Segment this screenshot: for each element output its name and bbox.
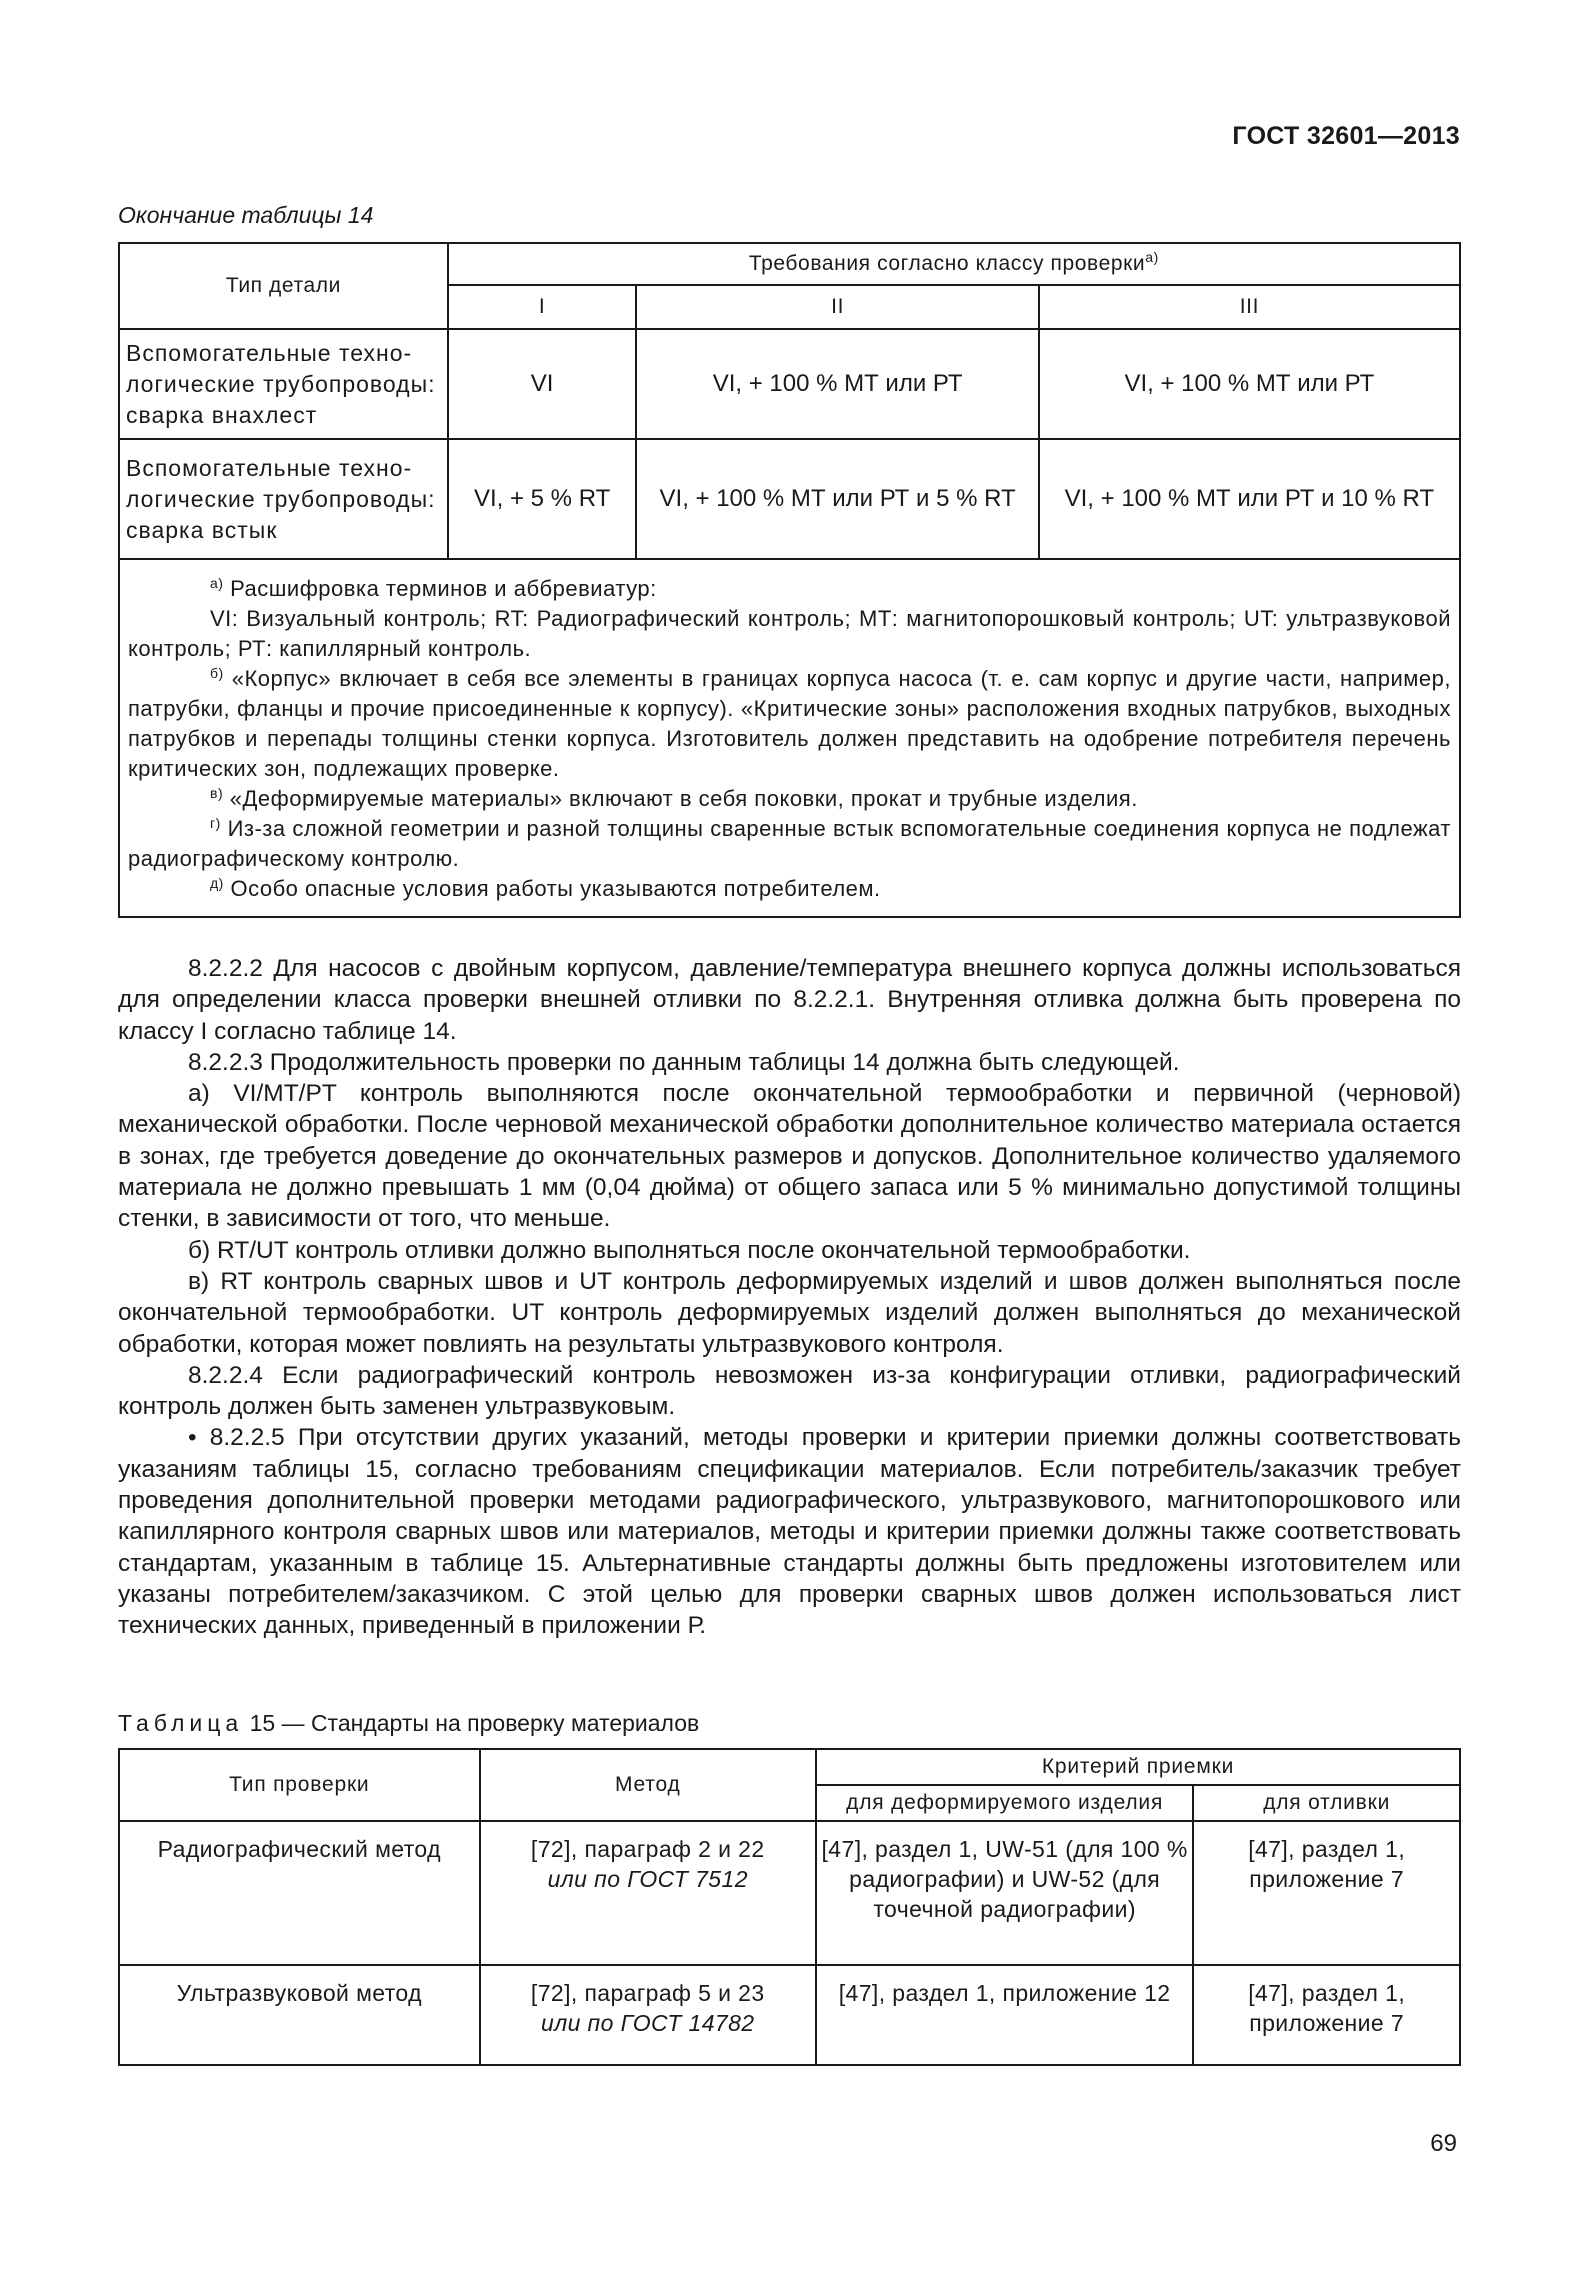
note-c: $^{в)}$ «Деформируемые материалы» включают в себя поковки, прокат и трубные изделия. [210,785,1138,811]
part-name: Вспомогательные техно- логические трубопроводы: сварка внахлест [119,329,448,439]
paragraph-8-2-2-2: 8.2.2.2 Для насосов с двойным корпусом, давление/температура внешнего корпуса должны использоваться для определении класса проверки внешней отливки по 8.2.2.1. Внутренняя отливка должна быть проверена по классу I согласно таблице 14. [118,955,1461,1045]
paragraph-item-a: а) VI/MT/PT контроль выполняются после окончательной термообработки и первичной (черновой) механической обработки. После черновой механической обработки дополнительное количество материала остается в зонах, где требуется доведение до окончательных размеров и допусков. Дополнительное количество удаляемого материала не должно превышать 1 мм (0,04 дюйма) от общего запаса или 5 % минимально допустимой толщины стенки, в зависимости от того, что меньше. [118,1080,1461,1233]
method: [72], параграф 5 и 23 или по ГОСТ 14782 [480,1965,816,2065]
body-text [118,953,1461,1642]
class-2-value: VI, + 100 % МТ или РТ [636,329,1038,439]
table-14 [118,242,1461,918]
table-row [119,439,1460,559]
header-casting: для отливки [1193,1785,1460,1821]
table-row [119,329,1460,439]
check-type: Ультразвуковой метод [119,1965,480,2065]
casting-criteria: [47], раздел 1, приложение 7 [1193,1965,1460,2065]
standard-header: ГОСТ 32601—2013 [1232,122,1460,150]
page-number: 69 [1430,2130,1457,2157]
wrought-criteria: [47], раздел 1, приложение 12 [816,1965,1193,2065]
header-part-type: Тип детали [119,243,448,329]
wrought-criteria: [47], раздел 1, UW-51 (для 100 % радиографии) и UW-52 (для точечной радиографии) [816,1821,1193,1965]
header-wrought: для деформируемого изделия [816,1785,1193,1821]
table-notes [119,559,1460,917]
header-requirements: Требования согласно классу проверки$^{а)}$ [448,243,1460,285]
header-acceptance-criteria: Критерий приемки [816,1749,1460,1785]
class-3-value: VI, + 100 % МТ или РТ и 10 % RT [1039,439,1460,559]
part-name: Вспомогательные техно- логические трубопроводы: сварка встык [119,439,448,559]
table-row [119,1821,1460,1965]
header-class-3: III [1039,285,1460,329]
note-a-detail: VI: Визуальный контроль; RT: Радиографический контроль; МТ: магнитопорошковый контроль; UT: ультразвуковой контроль; РТ: капиллярный контроль. [128,606,1451,661]
paragraph-item-c: в) RT контроль сварных швов и UT контроль деформируемых изделий и швов должен выполняться после окончательной термообработки. UT контроль деформируемых изделий должен выполняться до механической обработки, которая может повлиять на результаты ультразвукового контроля. [118,1267,1461,1358]
class-1-value: VI, + 5 % RT [448,439,637,559]
table-notes-row [119,559,1460,917]
table15-caption: Таблица 15 — Стандарты на проверку материалов [118,1710,700,1736]
class-1-value: VI [448,329,637,439]
check-type: Радиографический метод [119,1821,480,1965]
casting-criteria: [47], раздел 1, приложение 7 [1193,1821,1460,1965]
note-b: $^{б)}$ «Корпус» включает в себя все элементы в границах корпуса насоса (т. е. сам корпус и другие части, например, патрубки, фланцы и прочие присоединенные к корпусу). «Критические зоны» расположения входных патрубков, выходных патрубков и перепады толщины стенки корпуса. Изготовитель должен представить на одобрение потребителя перечень критических зон, подлежащих проверке. [128,665,1451,781]
class-3-value: VI, + 100 % МТ или РТ [1039,329,1460,439]
paragraph-8-2-2-3: 8.2.2.3 Продолжительность проверки по данным таблицы 14 должна быть следующей. [188,1048,1180,1076]
paragraph-8-2-2-4: 8.2.2.4 Если радиографический контроль невозможен из-за конфигурации отливки, радиографический контроль должен быть заменен ультразвуковым. [118,1361,1461,1421]
header-class-1: I [448,285,637,329]
header-check-type: Тип проверки [119,1749,480,1821]
header-method: Метод [480,1749,816,1821]
note-d: $^{г)}$ Из-за сложной геометрии и разной толщины сваренные встык вспомогательные соединения корпуса не подлежат радиографическому контролю. [128,815,1451,871]
paragraph-item-b: б) RT/UT контроль отливки должно выполняться после окончательной термообработки. [188,1236,1191,1264]
note-a: $^{а)}$ Расшифровка терминов и аббревиатур: [210,575,657,601]
table-row [119,1965,1460,2065]
table-15 [118,1748,1461,2066]
table14-continuation-caption: Окончание таблицы 14 [118,202,374,228]
method: [72], параграф 2 и 22 или по ГОСТ 7512 [480,1821,816,1965]
header-class-2: II [636,285,1038,329]
class-2-value: VI, + 100 % МТ или РТ и 5 % RT [636,439,1038,559]
paragraph-8-2-2-5: • 8.2.2.5 При отсутствии других указаний, методы проверки и критерии приемки должны соответствовать указаниям таблицы 15, согласно требованиям спецификации материалов. Если потребитель/заказчик требует проведения дополнительной проверки методами радиографического, ультразвукового, магнитопорошкового или капиллярного контроля сварных швов или материалов, методы и критерии приемки должны также соответствовать стандартам, указанным в таблице 15. Альтернативные стандарты должны быть предложены изготовителем или указаны потребителем/заказчиком. С этой целью для проверки сварных швов должен использоваться лист технических данных, приведенный в приложении Р. [118,1424,1461,1640]
note-e: $^{д)}$ Особо опасные условия работы указываются потребителем. [210,875,881,901]
